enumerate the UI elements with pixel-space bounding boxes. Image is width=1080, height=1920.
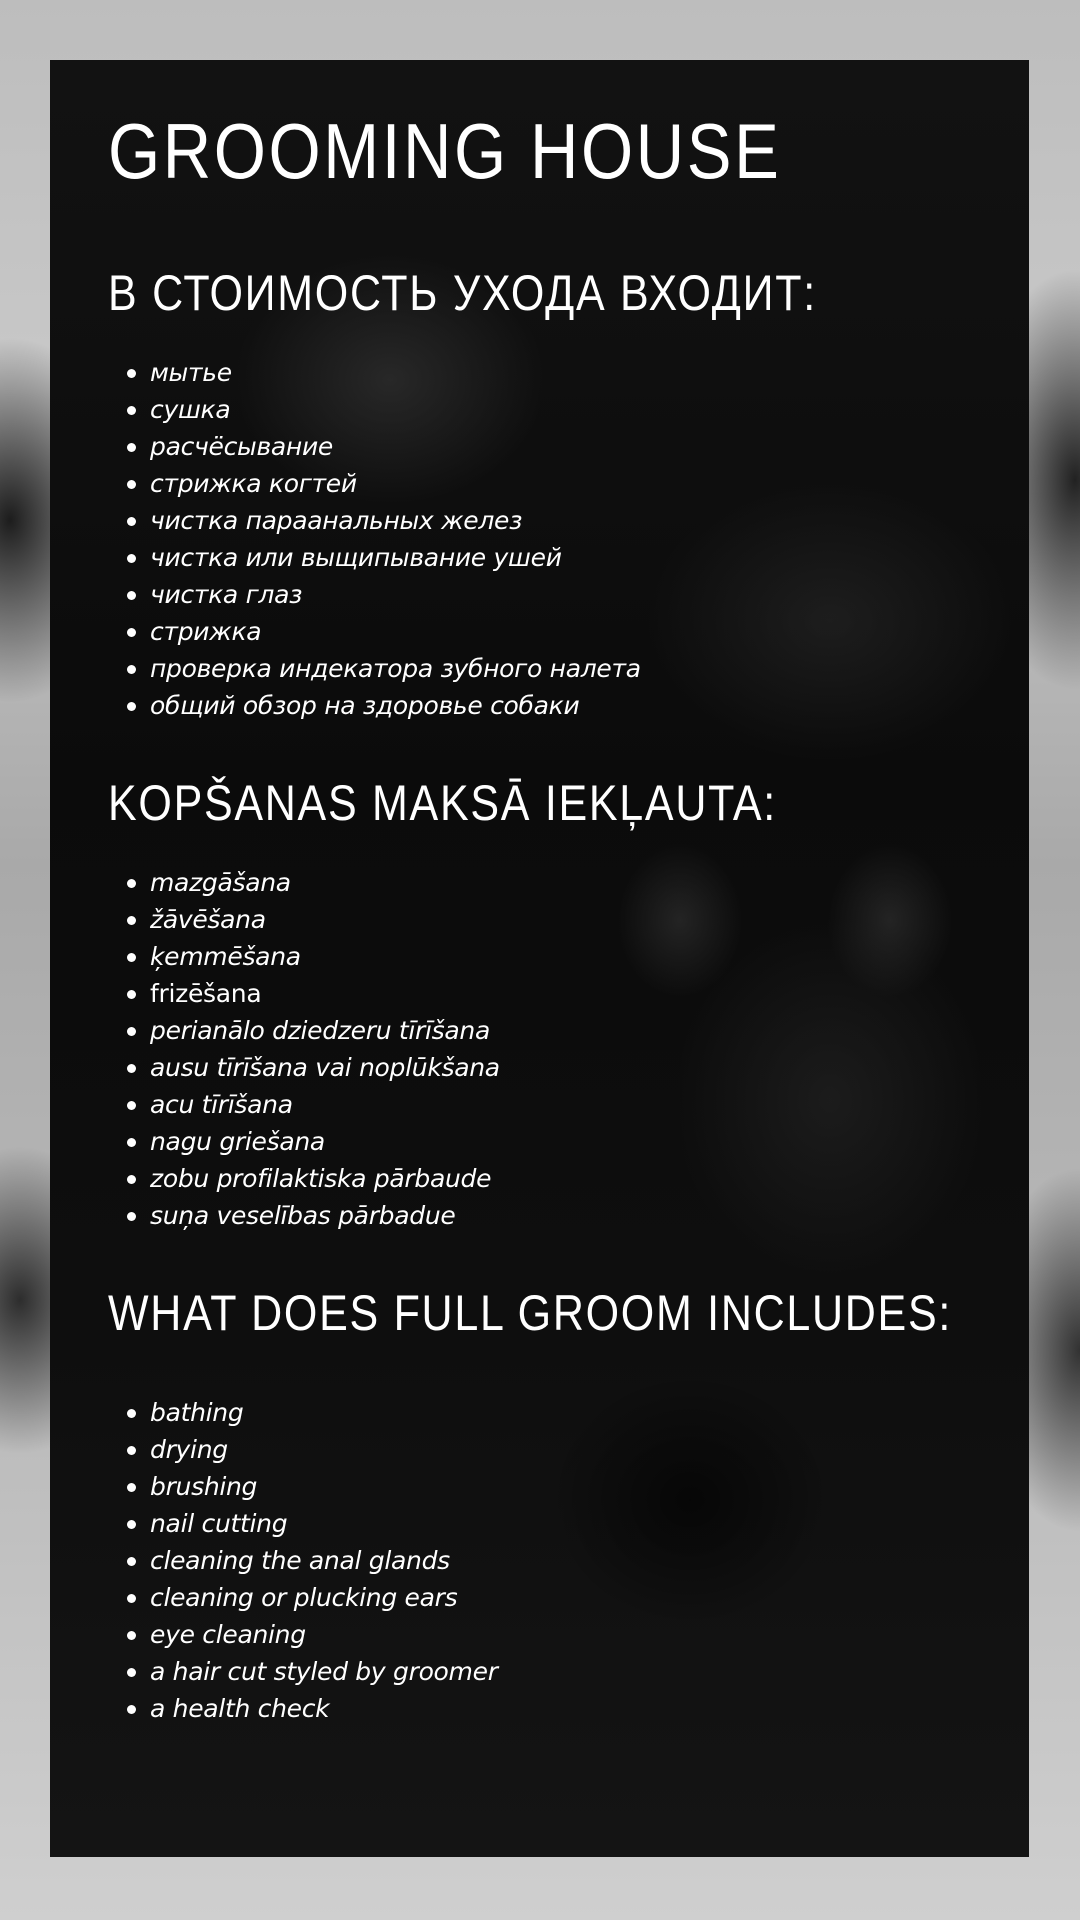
services-list-ru [108, 354, 971, 724]
services-list-lv [108, 864, 971, 1234]
list-item: расчёсывание [150, 428, 971, 465]
list-item: suņa veselības pārbadue [150, 1197, 971, 1234]
list-item: brushing [150, 1468, 971, 1505]
price-card [50, 60, 1029, 1857]
list-item: zobu profilaktiska pārbaude [150, 1160, 971, 1197]
list-item: мытье [150, 354, 971, 391]
section-title-ru: В СТОИМОСТЬ УХОДА ВХОДИТ: [108, 265, 817, 321]
list-item: a health check [150, 1690, 971, 1727]
list-item: frizēšana [150, 975, 971, 1012]
list-item: проверка индекатора зубного налета [150, 650, 971, 687]
list-item: ķemmēšana [150, 938, 971, 975]
list-item: cleaning or plucking ears [150, 1579, 971, 1616]
list-item: acu tīrīšana [150, 1086, 971, 1123]
list-item: чистка глаз [150, 576, 971, 613]
list-item: nagu griešana [150, 1123, 971, 1160]
list-item: общий обзор на здоровье собаки [150, 687, 971, 724]
list-item: стрижка когтей [150, 465, 971, 502]
list-item: cleaning the anal glands [150, 1542, 971, 1579]
list-item: drying [150, 1431, 971, 1468]
list-item: стрижка [150, 613, 971, 650]
services-list-en [108, 1394, 971, 1727]
list-item: nail cutting [150, 1505, 971, 1542]
section-title-lv: KOPŠANAS MAKSĀ IEKĻAUTA: [108, 775, 777, 831]
list-item: eye cleaning [150, 1616, 971, 1653]
list-item: чистка параанальных желез [150, 502, 971, 539]
list-item: ausu tīrīšana vai noplūkšana [150, 1049, 971, 1086]
list-item: bathing [150, 1394, 971, 1431]
list-item: a hair cut styled by groomer [150, 1653, 971, 1690]
list-item: чистка или выщипывание ушей [150, 539, 971, 576]
list-item: žāvēšana [150, 901, 971, 938]
list-item: mazgāšana [150, 864, 971, 901]
list-item: perianālo dziedzeru tīrīšana [150, 1012, 971, 1049]
list-item: сушка [150, 391, 971, 428]
brand-title: GROOMING HOUSE [108, 107, 782, 195]
section-title-en: WHAT DOES FULL GROOM INCLUDES: [108, 1285, 953, 1341]
